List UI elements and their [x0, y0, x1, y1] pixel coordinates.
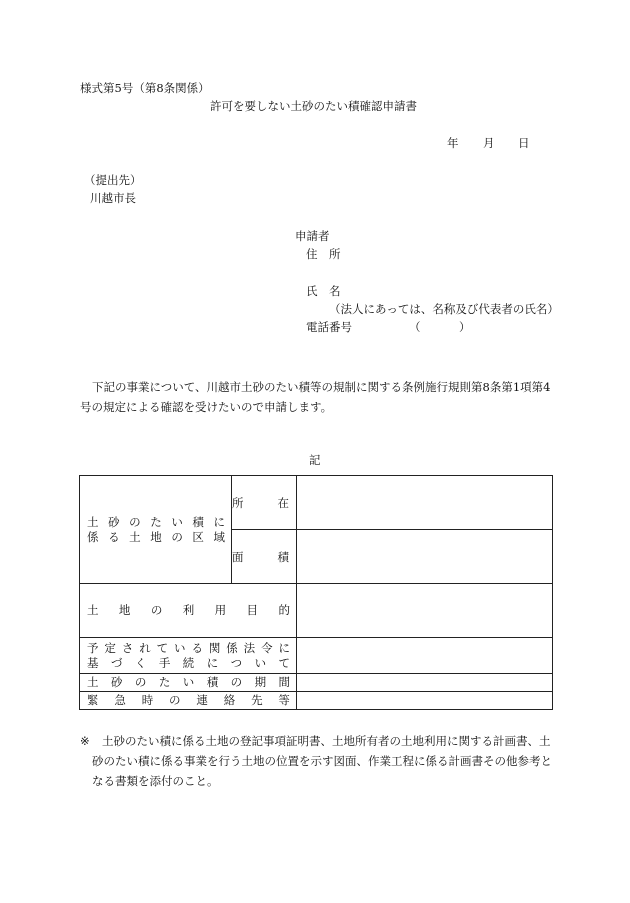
note-text: 土砂のたい積に係る土地の登記事項証明書、土地所有者の土地利用に関する計画書、土砂のたい積に係る事業を行う土地の位置を示す図面、作業工程に係る計画書その他参考となる書類を添付のこと。 [92, 734, 552, 788]
label-char: 目 [246, 603, 259, 617]
label-char: 係 [226, 640, 238, 655]
label-char: の [134, 675, 147, 689]
laws-label-cell [80, 638, 297, 674]
application-details-table [79, 475, 553, 710]
land-use-value-field[interactable] [297, 584, 553, 638]
note-mark: ※ [80, 734, 90, 748]
table-row-location [80, 476, 553, 530]
label-char: 連 [196, 693, 208, 707]
label-char: 定 [104, 640, 116, 655]
label-char: く [134, 655, 147, 670]
label-char: て [278, 655, 290, 670]
phone-paren-close: ） [459, 320, 471, 334]
recipient-name: 川越市長 [90, 191, 136, 205]
label-char: 砂 [108, 514, 120, 529]
label-char: 関 [208, 640, 221, 655]
label-char: 砂 [110, 675, 123, 689]
label-char: 区 [192, 529, 204, 544]
label-char: 先 [251, 693, 263, 707]
label-char: の [230, 675, 243, 689]
label-char: 絡 [223, 693, 236, 707]
laws-label-line2 [80, 656, 296, 671]
name-label: 氏 名 [306, 284, 341, 298]
size-label-cell [232, 530, 297, 584]
label-char: 域 [213, 529, 225, 544]
label-char: の [169, 693, 181, 707]
label-char: 法 [243, 640, 256, 655]
corporate-note: （法人にあっては、名称及び代表者の氏名） [329, 302, 559, 316]
contact-label-cell [80, 692, 297, 710]
label-char: 等 [278, 693, 290, 707]
label-char: 緊 [87, 693, 99, 707]
label-char: の [150, 603, 163, 617]
land-use-label-cell [80, 584, 297, 638]
applicant-heading: 申請者 [295, 229, 330, 243]
area-label-line2 [80, 530, 231, 545]
area-label-cell [80, 476, 232, 584]
label-char: い [182, 675, 195, 689]
document-title: 許可を要しない土砂のたい積確認申請書 [210, 99, 417, 113]
label-char: の [129, 514, 141, 529]
contact-label [80, 693, 296, 708]
label-char: 係 [87, 529, 99, 544]
label-char: 的 [278, 603, 290, 617]
label-char: 土 [87, 675, 99, 689]
ki-heading: 記 [309, 453, 321, 467]
date-day-label: 日 [518, 136, 530, 150]
label-char: た [158, 675, 171, 689]
laws-label-line1 [80, 641, 296, 656]
label-char: の [171, 529, 183, 544]
label-char: づ [110, 655, 123, 670]
label-char: 手 [158, 655, 171, 670]
table-row-laws [80, 638, 553, 674]
laws-value-field[interactable] [297, 638, 553, 674]
label-char: に [278, 640, 290, 655]
location-label [232, 495, 296, 511]
label-char: 地 [118, 603, 131, 617]
label-char: 予 [87, 640, 99, 655]
label-char: た [150, 514, 162, 529]
size-value-field[interactable] [297, 530, 553, 584]
location-label-cell [232, 476, 297, 530]
application-statement: 下記の事業について、川越市土砂のたい積等の規制に関する条例施行規則第8条第1項第4号の規定による確認を受けたいので申請します。 [80, 380, 551, 414]
label-char: 地 [150, 529, 162, 544]
phone-paren-open: （ [409, 320, 421, 334]
label-char: 積 [206, 675, 219, 689]
date-month-label: 月 [483, 136, 495, 150]
label-char: 所 [232, 495, 244, 510]
table-row-contact [80, 692, 553, 710]
label-char: 期 [254, 675, 267, 689]
label-char: い [174, 640, 186, 655]
label-char: て [156, 640, 169, 655]
label-char: 土 [87, 603, 99, 617]
label-char: 時 [141, 693, 154, 707]
label-char: さ [121, 640, 134, 655]
recipient-label: （提出先） [84, 173, 142, 187]
label-char: 在 [277, 495, 289, 510]
contact-value-field[interactable] [297, 692, 553, 710]
label-char: れ [139, 640, 151, 655]
label-char: に [213, 514, 225, 529]
table-row-land-use [80, 584, 553, 638]
location-value-field[interactable] [297, 476, 553, 530]
label-char: る [108, 529, 120, 544]
label-char: 利 [182, 603, 195, 617]
label-char: 基 [87, 655, 99, 670]
period-label [80, 675, 296, 690]
label-char: 土 [87, 514, 99, 529]
label-char: 間 [278, 675, 290, 689]
label-char: 急 [114, 693, 126, 707]
size-label [232, 549, 296, 565]
label-char: つ [230, 655, 243, 670]
period-label-cell [80, 674, 297, 692]
label-char: 続 [182, 655, 195, 670]
label-char: る [191, 640, 203, 655]
label-char: 面 [232, 549, 244, 564]
label-char: 積 [277, 549, 289, 564]
label-char: い [254, 655, 267, 670]
label-char: い [171, 514, 183, 529]
table-row-period [80, 674, 553, 692]
address-label: 住 所 [306, 247, 341, 261]
date-year-label: 年 [447, 136, 459, 150]
label-char: に [206, 655, 219, 670]
form-number: 様式第5号（第8条関係） [80, 81, 210, 95]
period-value-field[interactable] [297, 674, 553, 692]
label-char: 用 [214, 603, 227, 617]
land-use-label [80, 603, 296, 618]
label-char: 令 [261, 640, 273, 655]
phone-label: 電話番号 [306, 320, 352, 334]
label-char: 土 [129, 529, 141, 544]
area-label-line1 [80, 515, 231, 530]
label-char: 積 [192, 514, 204, 529]
